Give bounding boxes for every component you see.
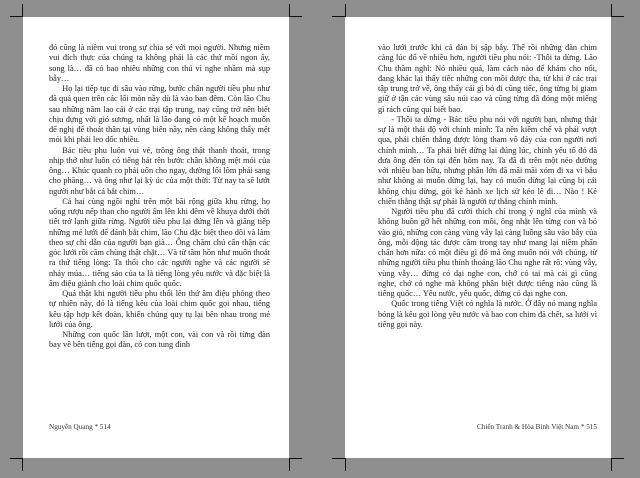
paragraph: Quốc trong tiếng Việt có nghĩa là nước. Ở đây nó mang nghĩa bóng là kêu gọi lòng yêu nước và bao con chim đã chết, sa lưới vì tiếng gọi này. xyxy=(378,299,597,329)
crop-mark xyxy=(611,16,624,17)
crop-mark xyxy=(22,4,23,17)
paragraph: Họ lại tiếp tục đi sâu vào rừng, bước chân người tiều phu như đã quá quen trên các lối mòn nầy dù là vào ban đêm. Còn lão Chu sau những năm lao cải ở các trại tập trung, nay cũng trở nên biết chịu đựng với gió sương, nhất là lão đang có một kế hoạch muốn để nghị để thoát thân tại vùng biên nầy, nên càng không thấy mệt mỏi khi phải leo dốc nhiều. xyxy=(49,84,270,145)
crop-mark xyxy=(289,458,290,471)
paragraph: đó cũng là niềm vui trong sự chia sẻ với mọi người. Nhưng niềm vui đích thực của chúng ta không phải là các thứ mồi ngon ấy, song là… đã có bao nhiêu những con thú vì nghe nhầm mà sụp bẫy… xyxy=(49,43,270,83)
paragraph: vào lưới trước khi cả đàn bị sập bẫy. Thế rồi những đàn chim càng lúc đổ về nhiều hơn, người tiều phu nói: -Thôi ta dừng. Lão Chu thầm nghĩ: Nó nhiều quá, làm cách nào để khám cho nổi, đang khác lại thấy tiếc những con mồi được tha, từ khi ở các trại tập trung trở về, ông thấy cái gì bỏ đi cũng tiếc, ông từng bị giam giữ ở tận các vùng sâu núi cao và cũng từng đã đóng một miếng gì rách cũng quí biết bao. xyxy=(378,43,597,114)
crop-mark xyxy=(345,4,346,17)
right-page xyxy=(345,17,611,458)
left-page-text xyxy=(49,43,270,351)
paragraph: Những con quốc lần lượt, một con, vài con và rồi từng đàn bay về bên tiếng gọi đàn, có con tung đình xyxy=(49,330,270,350)
left-page xyxy=(23,17,289,458)
crop-mark xyxy=(611,458,612,471)
right-page-text xyxy=(378,43,597,330)
page-footer: Chiến Tranh & Hòa Bình Việt Nam * 515 xyxy=(476,423,597,431)
page-footer: Nguyễn Quang * 514 xyxy=(49,423,111,431)
crop-mark xyxy=(289,458,302,459)
crop-mark xyxy=(611,458,624,459)
paragraph: Bác tiều phu luôn vui vẻ, trông ông thật thanh thoát, trong nhịp thở như luôn có tiếng hát rên bước chân không mệt mỏi của ông… Khúc quanh co phải uốn cho ngay, đường lối lõm phải sang cho phăng… và ông như lại kỳ úc của một thời: Từ nay ta sẽ lướt người như bắt cá bắt chim… xyxy=(49,145,270,196)
crop-mark xyxy=(332,16,345,17)
paragraph: Người tiều phu đã cười thích chí trong ý nghĩ của mình và không buồn gỡ hết những con mồi, ông nhặt lên từng con và bỏ vào giỏ, những con càng vùng vẫy lại càng luồng sâu vào bẫy của ông, mỗi động tác được cầm trong tay như mang lại niềm phấn chấn hơn nữa: có một điều gì đó mà ông muốn nói với chúng, từ những người tiều phu thính thoảng lão Chu nghe rất rõ: vùng vẫy, vùng vẫy… đừng có dại nghe con, chớ có tai mà cái gì cũng nghe, chớ có nghe mà không phân biệt được tiếng nào cũng là tiếng quốc… Yêu nước, yêu quốc, đừng có dại nghe con. xyxy=(378,207,597,298)
crop-mark xyxy=(289,16,302,17)
crop-mark xyxy=(332,458,345,459)
paragraph: Quả thật khi người tiều phu thổi lên thứ âm điệu phỏng theo tự nhiên nầy, đó là tiếng kêu của loài chim quốc gọi nhau, tiếng kêu tập hợp kết đoàn, khiến chúng quy tụ lại bên nhau trong mẻ lưới của ông. xyxy=(49,289,270,329)
crop-mark xyxy=(22,458,23,471)
crop-mark xyxy=(345,458,346,471)
paragraph: - Thôi ta dừng - Bác tiều phu nói với người bạn, nhưng thật sự là một thái độ với chính mình: Ta nên kiềm chế và phải vượt qua, phải chiến thắng được lòng tham vô đáy của con người nơi chính mình… Ta phải biết dừng lại đúng lúc, chính yếu tố đó đã đưa ông đến tồn tại đến hôm nay. Ta đã đi trên một nẻo đường với nhiều ban hữu, nhưng phần lớn đã mãi mãi xóm đi xa vì bẫu như không ai muốn dừng lại, hay có muốn dừng lại cũng bị cái không chịu dừng, gói kẻ hành xe lịch sử kéo lê đi… Nào ! Kẻ chiến thắng thật sự phải là người tự thắng chính mình. xyxy=(378,114,597,206)
crop-mark xyxy=(611,4,612,17)
paragraph: Cả hai cùng ngồi nghỉ trên một bãi rộng giữa khu rừng, họ uống rượu nếp than cho người ấm lên khi đêm về khuya dưới thời tiết trở lạnh giữa rừng. Người tiều phu lại đứng lên và giăng tiếp những mẻ lưới để đánh bắt chim, lão Chu đặc biệt theo dõi và làm theo sự chỉ dẫn của người bạn già… Ông chăm chú cẩn thận các góc lưới rồi cầm chùng thật chặt… Và từ tầm hồn như muốn thoát ra thứ tiếng lòng: Ta thổi cho các người nghe và các người sẽ nhảy múa… tiếng sáo của ta là tiếng lòng yêu nước và đặc biệt là âm điệu giành cho loài chim quốc quốc. xyxy=(49,196,270,288)
crop-mark xyxy=(289,4,290,17)
